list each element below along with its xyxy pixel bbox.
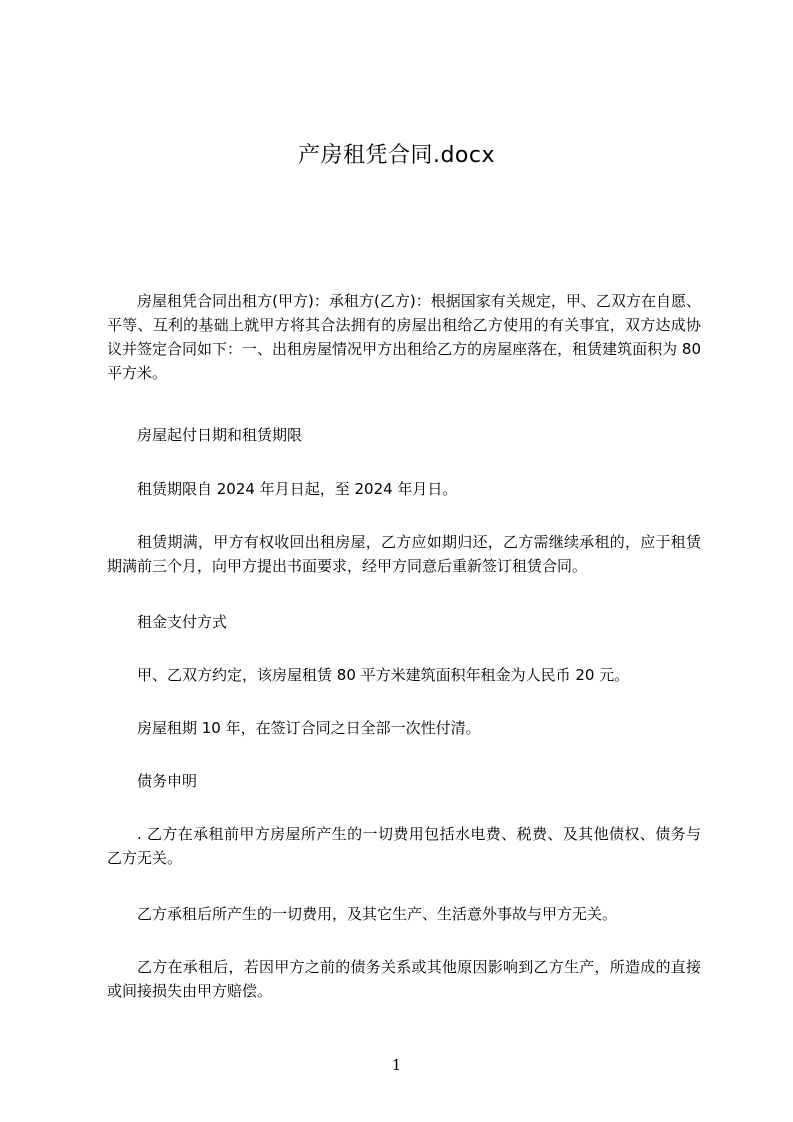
paragraph-intro: 房屋租凭合同出租方(甲方)：承租方(乙方)：根据国家有关规定，甲、乙双方在自愿、平等、互利的基础上就甲方将其合法拥有的房屋出租给乙方使用的有关事宜，双方达成协议并签定合同如下：一、出租房屋情况甲方出租给乙方的房屋座落在，租赁建筑面积为 80 平方米。: [107, 292, 701, 382]
page-number: 1: [391, 1056, 402, 1074]
document-title: 产房租凭合同.docx: [297, 143, 496, 168]
paragraph-lease-expiry: 租赁期满，甲方有权收回出租房屋，乙方应如期归还，乙方需继续承租的，应于租赁期满前三个月，向甲方提出书面要求，经甲方同意后重新签订租赁合同。: [107, 533, 701, 575]
heading-lease-dates: 房屋起付日期和租赁期限: [137, 426, 303, 444]
paragraph-lease-term: 租赁期限自 2024 年月日起，至 2024 年月日。: [137, 480, 458, 498]
paragraph-debt-after-lease: 乙方承租后所产生的一切费用，及其它生产、生活意外事故与甲方无关。: [137, 905, 618, 923]
paragraph-rent-amount: 甲、乙双方约定，该房屋租赁 80 平方米建筑面积年租金为人民币 20 元。: [137, 666, 630, 684]
paragraph-debt-before-lease: . 乙方在承租前甲方房屋所产生的一切费用包括水电费、税费、及其他债权、债务与乙方无关。: [107, 825, 701, 867]
heading-rent-payment: 租金支付方式: [137, 613, 228, 631]
paragraph-compensation: 乙方在承租后，若因甲方之前的债务关系或其他原因影响到乙方生产，所造成的直接或间接损失由甲方赔偿。: [107, 958, 701, 1000]
paragraph-rent-period: 房屋租期 10 年，在签订合同之日全部一次性付清。: [137, 719, 481, 737]
heading-debt-statement: 债务申明: [137, 772, 198, 790]
